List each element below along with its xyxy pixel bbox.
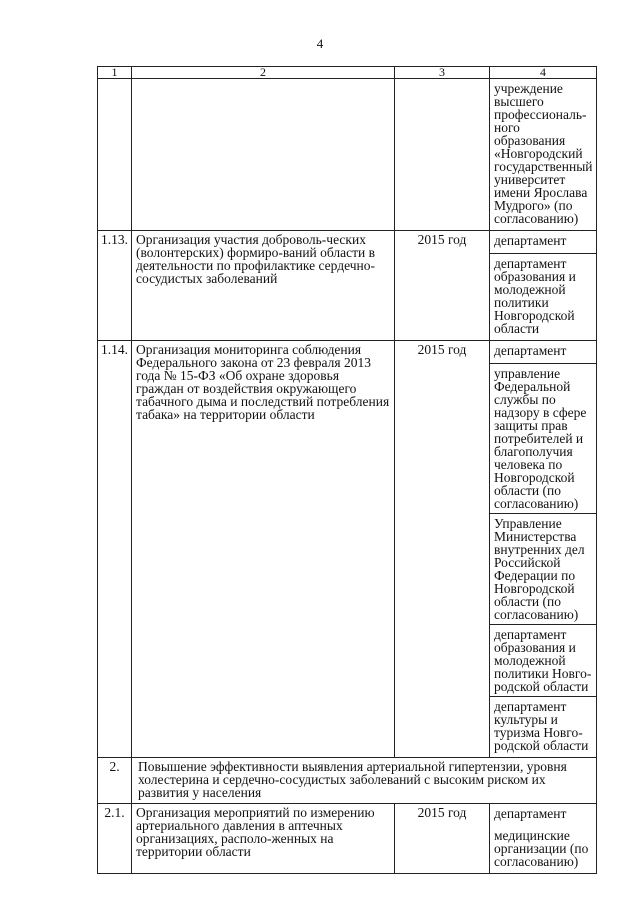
responsible-party: департамент образования и молодежной политики Новгородской области	[490, 253, 596, 338]
table-header-row	[98, 67, 597, 79]
measures-table	[97, 66, 597, 874]
row-number: 1.13.	[98, 231, 132, 341]
responsible-party: управление Федеральной службы по надзору в сфере защиты прав потребителей и благополучия человека по Новгородской области (по согласованию)	[490, 363, 596, 513]
measure-text: Организация мероприятий по измерению артериального давления в аптечных организациях, располо-женных на территории области	[132, 804, 395, 874]
responsible-party: департамент образования и молодежной политики Новго-родской области	[490, 624, 596, 696]
responsible-party: Управление Министерства внутренних дел Российской Федерации по Новгородской области (по согласованию)	[490, 513, 596, 624]
column-header: 4	[490, 67, 597, 79]
row-number: 2.1.	[98, 804, 132, 874]
responsible-cell	[490, 79, 597, 231]
row-number	[98, 79, 132, 231]
page-number: 4	[316, 36, 324, 51]
table-row	[98, 231, 597, 341]
responsible-party: медицинские организации (по согласованию)	[494, 828, 589, 869]
table-row	[98, 804, 597, 874]
column-header: 3	[395, 67, 490, 79]
column-header: 2	[132, 67, 395, 79]
table-row	[98, 79, 597, 231]
deadline: 2015 год	[395, 341, 490, 758]
responsible-party: департамент	[494, 806, 567, 821]
responsible-party: учреждение высшего профессиональ-ного образования «Новгородский государственный университет имени Ярослава Мудрого» (по согласованию)	[494, 81, 593, 226]
responsible-cell	[490, 341, 597, 758]
measure-text	[132, 79, 395, 231]
section-title: Повышение эффективности выявления артериальной гипертензии, уровня холестерина и сердечно-сосудистых заболеваний с высоким риском их развития у населения	[132, 758, 597, 804]
measure-text: Организация мониторинга соблюдения Федерального закона от 23 февраля 2013 года № 15-ФЗ «Об охране здоровья граждан от воздействия окружающего табачного дыма и последствий потребления табака» на территории области	[132, 341, 395, 758]
measure-text: Организация участия доброволь-ческих (волонтерских) формиро-ваний области в деятельности по профилактике сердечно-сосудистых заболеваний	[132, 231, 395, 341]
deadline: 2015 год	[395, 231, 490, 341]
responsible-cell	[490, 231, 597, 341]
section-number: 2.	[98, 758, 132, 804]
row-number: 1.14.	[98, 341, 132, 758]
deadline: 2015 год	[395, 804, 490, 874]
column-header: 1	[98, 67, 132, 79]
responsible-party: департамент	[494, 233, 567, 248]
section-row	[98, 758, 597, 804]
responsible-party: департамент	[494, 343, 567, 358]
table-row	[98, 341, 597, 758]
responsible-cell	[490, 804, 597, 874]
deadline	[395, 79, 490, 231]
responsible-party: департамент культуры и туризма Новго-родской области	[490, 696, 596, 755]
